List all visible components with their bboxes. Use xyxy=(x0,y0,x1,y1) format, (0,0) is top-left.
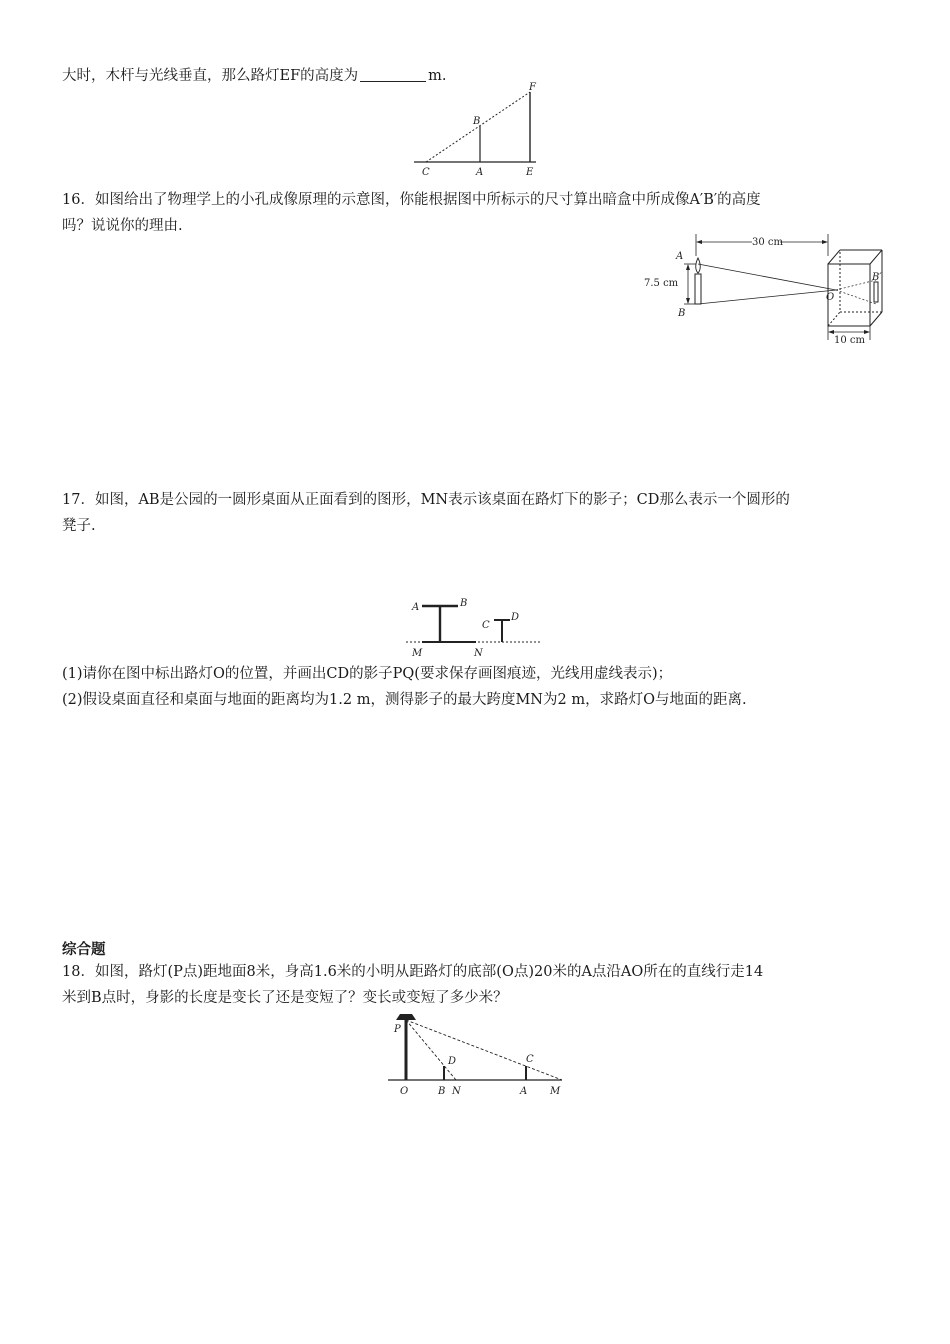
q16-line2: 吗？说说你的理由. xyxy=(62,218,183,234)
label-B: B xyxy=(460,598,468,609)
label-E: E xyxy=(526,167,534,178)
q17-figure xyxy=(400,594,550,664)
q18-line1: 18．如图，路灯(P点)距地面8米，身高1.6米的小明从距路灯的底部(O点)20米的A点沿AO所在的直线行走14 xyxy=(62,964,764,980)
light-ray xyxy=(426,92,530,162)
label-O: O xyxy=(400,1086,409,1097)
candle xyxy=(695,274,701,304)
q17-sub1: (1)请你在图中标出路灯O的位置，并画出CD的影子PQ(要求保存画图痕迹，光线用虚线表示)； xyxy=(62,666,673,682)
label-M: M xyxy=(412,648,423,659)
label-P: P xyxy=(394,1024,401,1035)
q18-figure xyxy=(380,1006,580,1101)
q15-figure xyxy=(400,80,550,180)
label-C: C xyxy=(482,620,490,631)
q16-line1: 16．如图给出了物理学上的小孔成像原理的示意图，你能根据图中所标示的尺寸算出暗盒中所成像A′B′的高度 xyxy=(62,192,761,208)
image-AB-prime xyxy=(874,282,878,302)
label-O: O xyxy=(826,292,835,303)
q16-figure xyxy=(640,232,890,347)
label-C: C xyxy=(422,167,430,178)
q17-line2: 凳子. xyxy=(62,518,96,534)
label-N: N xyxy=(452,1086,461,1097)
q15-text-before: 大时，木杆与光线垂直，那么路灯EF的高度为 xyxy=(62,68,359,84)
q18-line2: 米到B点时，身影的长度是变长了还是变短了？变长或变短了多少米？ xyxy=(62,990,508,1006)
dim-10cm: 10 cm xyxy=(834,335,865,346)
label-B-prime: B′ xyxy=(872,272,882,283)
q15-text xyxy=(62,66,447,86)
label-M: M xyxy=(550,1086,561,1097)
q15-text-after: m. xyxy=(428,68,447,84)
label-B: B xyxy=(678,308,686,319)
label-N: N xyxy=(474,648,483,659)
label-A: A xyxy=(676,251,684,262)
label-A: A xyxy=(412,602,420,613)
label-B: B xyxy=(473,116,481,127)
label-F: F xyxy=(529,82,536,93)
label-D: D xyxy=(448,1056,457,1067)
q17-line1: 17．如图，AB是公园的一圆形桌面从正面看到的图形，MN表示该桌面在路灯下的影子；CD那么表示一个圆形的 xyxy=(62,492,790,508)
dim-30cm: 30 cm xyxy=(752,237,783,248)
label-A: A xyxy=(520,1086,528,1097)
label-A: A xyxy=(476,167,484,178)
label-B: B xyxy=(438,1086,446,1097)
label-D: D xyxy=(511,612,520,623)
label-C: C xyxy=(526,1054,534,1065)
candle-flame xyxy=(696,258,701,273)
dim-7-5cm: 7.5 cm xyxy=(644,278,679,289)
section-heading: 综合题 xyxy=(62,942,106,958)
q17-sub2: (2)假设桌面直径和桌面与地面的距离均为1.2 m，测得影子的最大跨度MN为2 m，求路灯O与地面的距离. xyxy=(62,692,747,708)
lamp-head xyxy=(396,1014,416,1020)
